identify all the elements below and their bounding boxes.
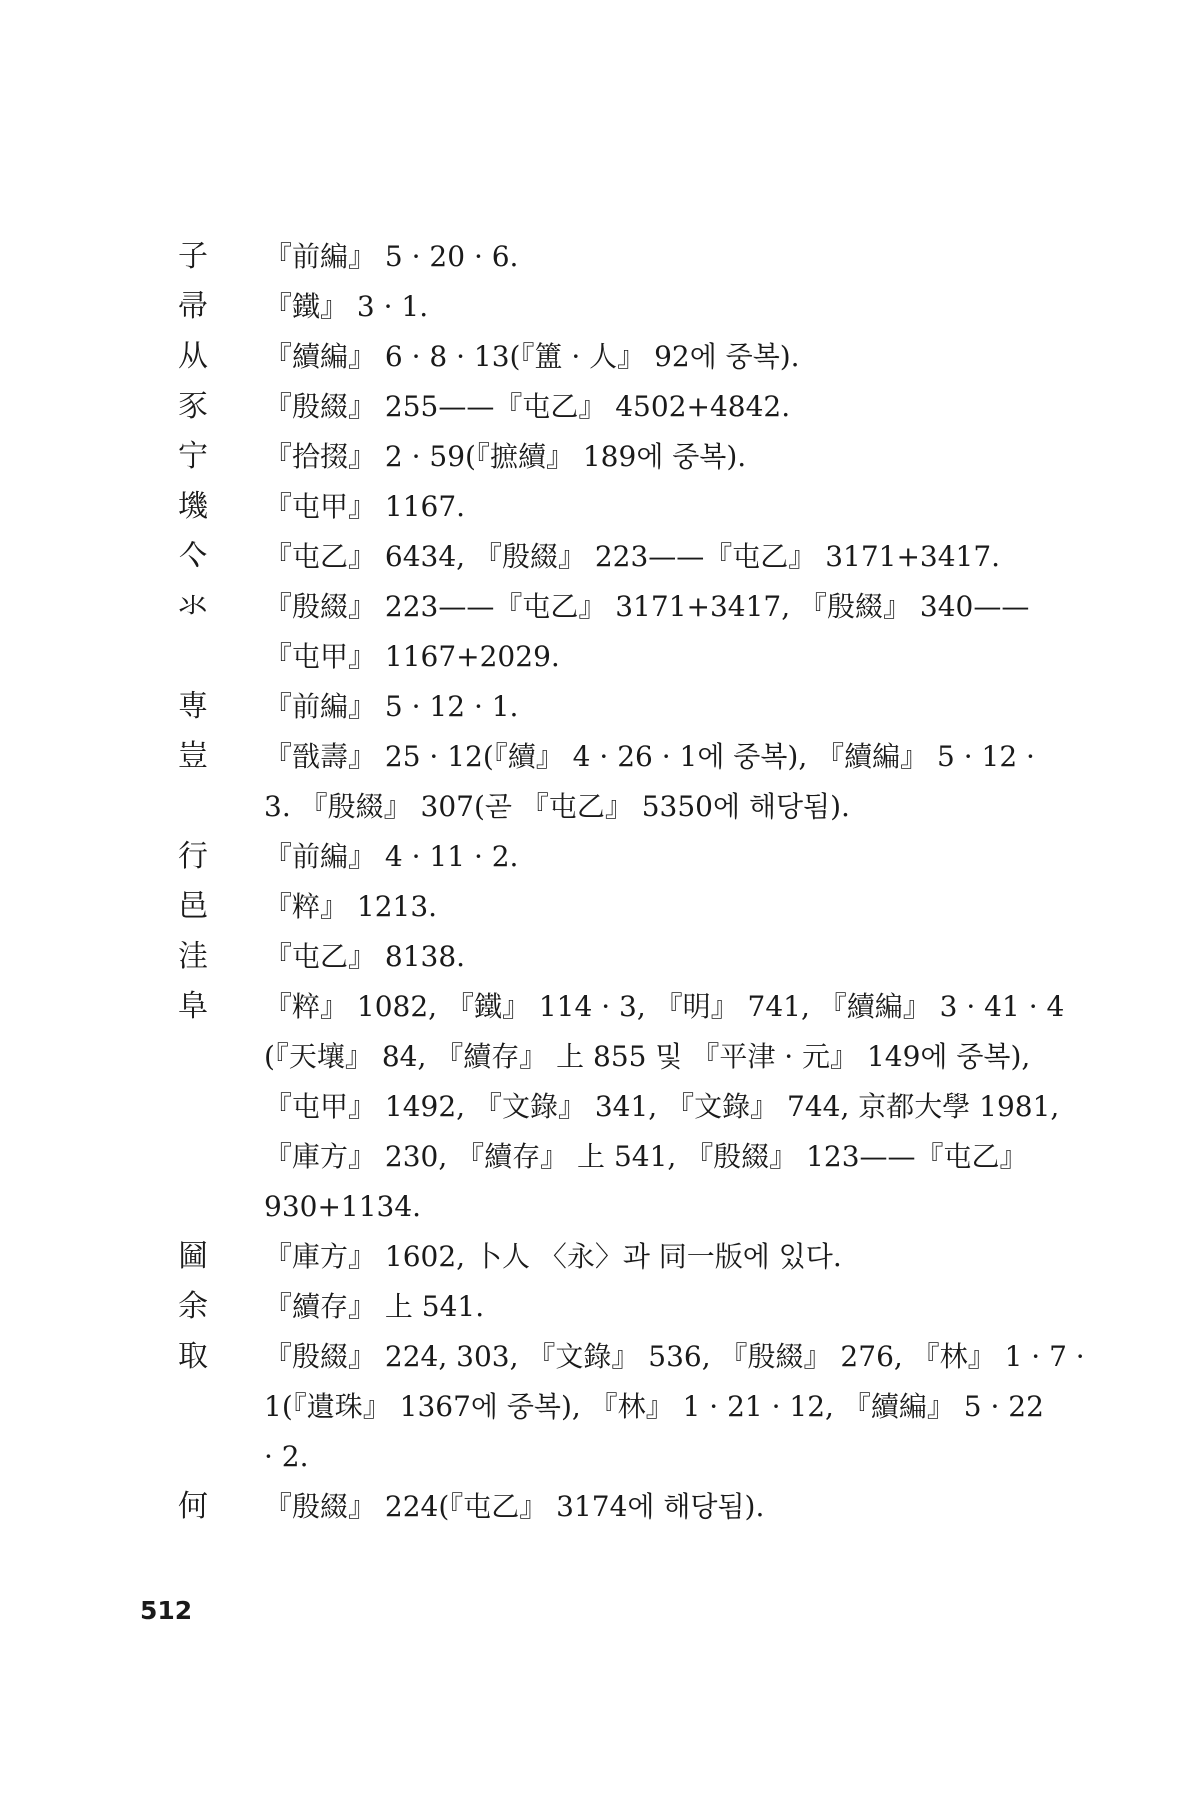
entry-references (264, 432, 1028, 482)
reference-line: 『殷綴』 255——『屯乙』 4502+4842. (264, 390, 791, 423)
entry-references (264, 582, 1029, 682)
reference-line: 『殷綴』 224, 303, 『文錄』 536, 『殷綴』 276, 『林』 1 · 7 · (264, 1340, 1085, 1373)
entry-headword: 阜 (178, 989, 208, 1024)
entry-references (264, 232, 1028, 282)
reference-line: (『天壤』 84, 『續存』 上 855 및 『平津 · 元』 149에 중복), (264, 1040, 1031, 1073)
entry-row (168, 1232, 1028, 1282)
reference-line: 『屯甲』 1167. (264, 490, 466, 523)
entry-row (168, 282, 1028, 332)
entry-headword: 何 (178, 1489, 208, 1524)
entry-references (264, 1482, 1028, 1532)
entry-headword: 氺 (178, 589, 208, 624)
entry-headword: 从 (178, 339, 208, 374)
entry-references (264, 832, 1028, 882)
entry-row (168, 982, 1065, 1232)
entry-row (168, 532, 1028, 582)
entry-references (264, 1232, 1028, 1282)
entry-headword: 亽 (178, 539, 208, 574)
entry-headword: 㙨 (178, 489, 208, 524)
entry-row (168, 482, 1028, 532)
entry-headword: 豈 (178, 739, 208, 774)
reference-line: 1(『遺珠』 1367에 중복), 『林』 1 · 21 · 12, 『續編』 5 · 22 (264, 1390, 1044, 1423)
entry-references (264, 382, 1028, 432)
entry-row (168, 882, 1028, 932)
entry-headword: 邑 (178, 889, 208, 924)
reference-line: 『拾掇』 2 · 59(『摭續』 189에 중복). (264, 440, 747, 473)
reference-line: 『屯甲』 1492, 『文錄』 341, 『文錄』 744, 京都大學 1981, (264, 1090, 1060, 1123)
entry-row (168, 1282, 1028, 1332)
entry-headword: 子 (178, 239, 208, 274)
reference-line: 『屯甲』 1167+2029. (264, 640, 560, 673)
entry-row (168, 432, 1028, 482)
reference-line: 『庫方』 230, 『續存』 上 541, 『殷綴』 123——『屯乙』 (264, 1140, 1028, 1173)
entry-headword: 取 (178, 1339, 208, 1374)
entry-references (264, 532, 1028, 582)
reference-line: · 2. (264, 1440, 309, 1473)
entry-references (264, 932, 1028, 982)
entry-row (168, 1482, 1028, 1532)
entry-headword: 豕 (178, 389, 208, 424)
entry-references (264, 682, 1028, 732)
reference-line: 930+1134. (264, 1190, 422, 1223)
reference-line: 『續編』 6 · 8 · 13(『簠 · 人』 92에 중복). (264, 340, 800, 373)
entry-row (168, 832, 1028, 882)
entry-headword: 余 (178, 1289, 208, 1324)
reference-line: 『殷綴』 223——『屯乙』 3171+3417, 『殷綴』 340—— (264, 590, 1030, 623)
entry-references (264, 882, 1028, 932)
entry-references (264, 482, 1028, 532)
entry-row (168, 582, 1028, 682)
reference-line: 『續存』 上 541. (264, 1290, 485, 1323)
entry-references (264, 1282, 1028, 1332)
entry-list (168, 232, 1085, 1532)
entry-row (168, 1332, 1085, 1482)
reference-line: 『粹』 1082, 『鐵』 114 · 3, 『明』 741, 『續編』 3 · 41 · 4 (264, 990, 1065, 1023)
entry-references (264, 332, 1028, 382)
entry-headword: 帚 (178, 289, 208, 324)
entry-headword: 宁 (178, 439, 208, 474)
reference-line: 『前編』 5 · 12 · 1. (264, 690, 519, 723)
reference-line: 3. 『殷綴』 307(곧 『屯乙』 5350에 해당됨). (264, 790, 850, 823)
reference-line: 『庫方』 1602, 卜人 〈永〉과 同一版에 있다. (264, 1240, 842, 1273)
page-number: 512 (140, 1596, 193, 1625)
entry-headword: 洼 (178, 939, 208, 974)
reference-line: 『戩壽』 25 · 12(『續』 4 · 26 · 1에 중복), 『續編』 5 · 12 · (264, 740, 1035, 773)
entry-references (264, 282, 1028, 332)
reference-line: 『鐵』 3 · 1. (264, 290, 429, 323)
entry-references (264, 732, 1035, 832)
reference-line: 『粹』 1213. (264, 890, 438, 923)
entry-row (168, 232, 1028, 282)
reference-line: 『前編』 5 · 20 · 6. (264, 240, 519, 273)
entry-row (168, 732, 1035, 832)
entry-headword: 行 (178, 839, 208, 874)
entry-headword: 圙 (178, 1239, 208, 1274)
entry-headword: 専 (178, 689, 208, 724)
reference-line: 『前編』 4 · 11 · 2. (264, 840, 519, 873)
entry-row (168, 332, 1028, 382)
reference-line: 『屯乙』 6434, 『殷綴』 223——『屯乙』 3171+3417. (264, 540, 1001, 573)
entry-row (168, 382, 1028, 432)
entry-row (168, 682, 1028, 732)
entry-references (264, 982, 1064, 1232)
entry-references (264, 1332, 1085, 1482)
entry-row (168, 932, 1028, 982)
reference-line: 『殷綴』 224(『屯乙』 3174에 해당됨). (264, 1490, 765, 1523)
reference-line: 『屯乙』 8138. (264, 940, 466, 973)
